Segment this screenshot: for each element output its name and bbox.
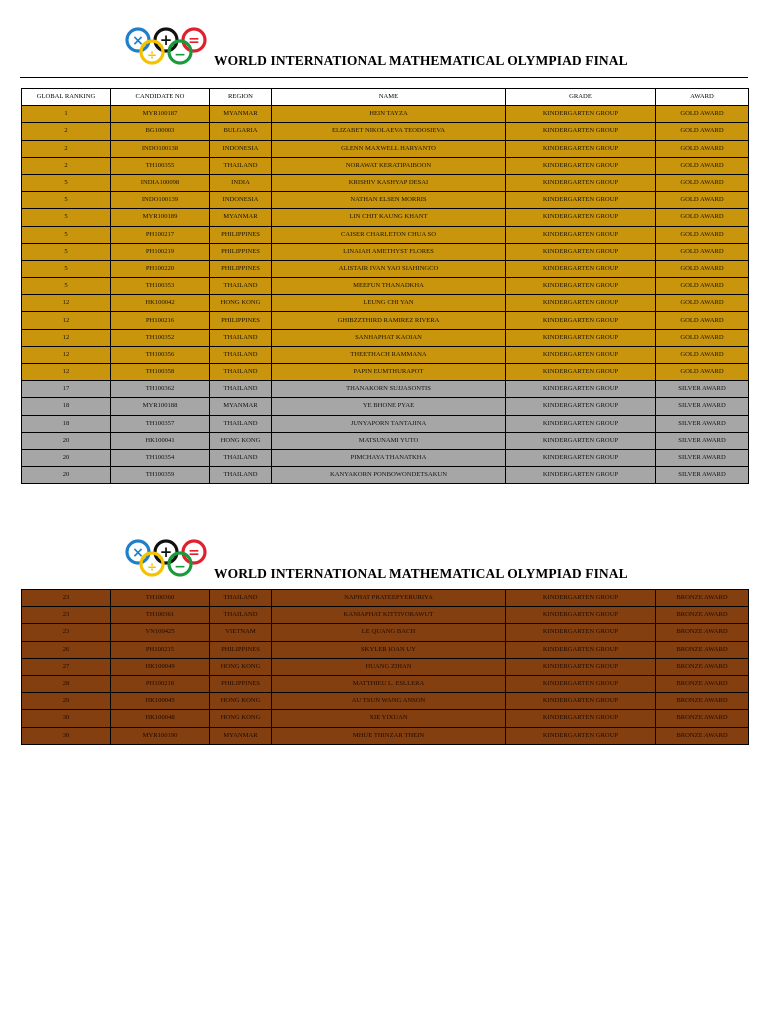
table-row: [22, 710, 749, 727]
cell-award: BRONZE AWARD: [656, 624, 749, 641]
cell-name: MEEFUN THANADKHA: [272, 278, 506, 295]
cell-candidate-no: INDO100139: [111, 192, 210, 209]
cell-candidate-no: TH100354: [111, 449, 210, 466]
cell-global-ranking: 12: [22, 329, 111, 346]
table-row: [22, 641, 749, 658]
cell-award: GOLD AWARD: [656, 226, 749, 243]
cell-candidate-no: HK100045: [111, 693, 210, 710]
cell-name: GLENN MAXWELL HARYANTO: [272, 140, 506, 157]
cell-global-ranking: 5: [22, 192, 111, 209]
header-award: AWARD: [656, 89, 749, 106]
cell-region: THAILAND: [210, 278, 272, 295]
cell-region: THAILAND: [210, 467, 272, 484]
cell-global-ranking: 30: [22, 710, 111, 727]
cell-region: HONG KONG: [210, 710, 272, 727]
cell-award: GOLD AWARD: [656, 295, 749, 312]
cell-global-ranking: 20: [22, 432, 111, 449]
cell-award: GOLD AWARD: [656, 260, 749, 277]
document-title-2: WORLD INTERNATIONAL MATHEMATICAL OLYMPIAD FINAL: [214, 566, 628, 581]
cell-candidate-no: PH100220: [111, 260, 210, 277]
table-row: [22, 278, 749, 295]
cell-award: GOLD AWARD: [656, 140, 749, 157]
minus-symbol-icon: −: [174, 47, 186, 63]
table-row: [22, 449, 749, 466]
cell-grade: KINDERGARTEN GROUP: [506, 192, 656, 209]
cell-region: THAILAND: [210, 329, 272, 346]
plus-symbol-icon: +: [159, 543, 173, 561]
cell-grade: KINDERGARTEN GROUP: [506, 590, 656, 607]
table-row: [22, 658, 749, 675]
olympic-math-rings-logo-1: [124, 26, 210, 66]
cell-name: ALISTAIR IVAN YAO SIAHINGCO: [272, 260, 506, 277]
table-row: [22, 106, 749, 123]
cell-award: SILVER AWARD: [656, 449, 749, 466]
table-row: [22, 243, 749, 260]
cell-name: THANAKORN SUJJASONTIS: [272, 381, 506, 398]
cell-candidate-no: PH100216: [111, 312, 210, 329]
cell-region: BULGARIA: [210, 123, 272, 140]
cell-name: MATTHIEU L. ESLLERA: [272, 675, 506, 692]
cell-candidate-no: TH100361: [111, 607, 210, 624]
cell-candidate-no: TH100362: [111, 381, 210, 398]
cell-candidate-no: PH100215: [111, 641, 210, 658]
cell-global-ranking: 2: [22, 123, 111, 140]
table-row: [22, 192, 749, 209]
cell-grade: KINDERGARTEN GROUP: [506, 641, 656, 658]
cell-global-ranking: 5: [22, 209, 111, 226]
cell-award: GOLD AWARD: [656, 243, 749, 260]
cell-name: SKYLER IOAN UY: [272, 641, 506, 658]
table-row: [22, 174, 749, 191]
table-row: [22, 312, 749, 329]
cell-grade: KINDERGARTEN GROUP: [506, 209, 656, 226]
cell-global-ranking: 27: [22, 658, 111, 675]
cell-grade: KINDERGARTEN GROUP: [506, 295, 656, 312]
cell-candidate-no: MYR100190: [111, 727, 210, 744]
cell-global-ranking: 20: [22, 449, 111, 466]
cell-grade: KINDERGARTEN GROUP: [506, 174, 656, 191]
cell-name: MATSUNAMI YUTO: [272, 432, 506, 449]
cell-name: LE QUANG BACH: [272, 624, 506, 641]
cell-award: BRONZE AWARD: [656, 607, 749, 624]
cell-name: KANIAPHAT KITTIVORAWUT: [272, 607, 506, 624]
cell-name: JUNYAPORN TANTAJINA: [272, 415, 506, 432]
cell-global-ranking: 23: [22, 607, 111, 624]
table-row: [22, 415, 749, 432]
cell-award: GOLD AWARD: [656, 346, 749, 363]
cell-grade: KINDERGARTEN GROUP: [506, 123, 656, 140]
cell-name: NORAWAT KERATIPAIBOON: [272, 157, 506, 174]
cell-global-ranking: 12: [22, 346, 111, 363]
table-header-row: [22, 89, 749, 106]
cell-region: MYANMAR: [210, 398, 272, 415]
table-row: [22, 590, 749, 607]
cell-candidate-no: VN100425: [111, 624, 210, 641]
cell-region: MYANMAR: [210, 106, 272, 123]
cell-candidate-no: BG100003: [111, 123, 210, 140]
cell-global-ranking: 5: [22, 243, 111, 260]
cell-candidate-no: TH100360: [111, 590, 210, 607]
cell-name: NAPHAT PRATEEPYERURIYA: [272, 590, 506, 607]
cell-candidate-no: HK100041: [111, 432, 210, 449]
cell-global-ranking: 5: [22, 226, 111, 243]
cell-award: SILVER AWARD: [656, 398, 749, 415]
cell-grade: KINDERGARTEN GROUP: [506, 346, 656, 363]
cell-grade: KINDERGARTEN GROUP: [506, 467, 656, 484]
cell-name: LEUNG CHI YAN: [272, 295, 506, 312]
cell-global-ranking: 5: [22, 278, 111, 295]
cell-grade: KINDERGARTEN GROUP: [506, 415, 656, 432]
cell-global-ranking: 5: [22, 260, 111, 277]
cell-global-ranking: 23: [22, 590, 111, 607]
cell-candidate-no: INDIA100098: [111, 174, 210, 191]
table-row: [22, 432, 749, 449]
cell-name: HUANG ZIHAN: [272, 658, 506, 675]
cell-global-ranking: 12: [22, 312, 111, 329]
table-row: [22, 209, 749, 226]
cell-region: PHILIPPINES: [210, 312, 272, 329]
cell-region: THAILAND: [210, 364, 272, 381]
cell-award: GOLD AWARD: [656, 106, 749, 123]
cell-award: GOLD AWARD: [656, 278, 749, 295]
cell-candidate-no: TH100352: [111, 329, 210, 346]
cell-grade: KINDERGARTEN GROUP: [506, 727, 656, 744]
cell-region: VIETNAM: [210, 624, 272, 641]
cell-grade: KINDERGARTEN GROUP: [506, 624, 656, 641]
cell-region: PHILIPPINES: [210, 260, 272, 277]
cell-award: BRONZE AWARD: [656, 641, 749, 658]
table-row: [22, 123, 749, 140]
cell-name: KANYAKORN PONBOWONDETSAKUN: [272, 467, 506, 484]
cell-region: PHILIPPINES: [210, 675, 272, 692]
cell-grade: KINDERGARTEN GROUP: [506, 432, 656, 449]
cell-award: BRONZE AWARD: [656, 590, 749, 607]
divide-symbol-icon: ÷: [146, 48, 158, 62]
cell-global-ranking: 29: [22, 693, 111, 710]
cell-candidate-no: MYR100189: [111, 209, 210, 226]
cell-award: GOLD AWARD: [656, 364, 749, 381]
cell-grade: KINDERGARTEN GROUP: [506, 106, 656, 123]
table-row: [22, 727, 749, 744]
cell-region: HONG KONG: [210, 432, 272, 449]
cell-award: GOLD AWARD: [656, 329, 749, 346]
cell-region: THAILAND: [210, 449, 272, 466]
cell-name: LIN CHIT KAUNG KHANT: [272, 209, 506, 226]
cell-name: SANHAPHAT KAOIAN: [272, 329, 506, 346]
cell-region: INDONESIA: [210, 192, 272, 209]
cell-global-ranking: 23: [22, 624, 111, 641]
cell-award: GOLD AWARD: [656, 192, 749, 209]
cell-region: INDIA: [210, 174, 272, 191]
table-row: [22, 381, 749, 398]
cell-candidate-no: TH100358: [111, 364, 210, 381]
cell-name: KRISHIV KASHYAP DESAI: [272, 174, 506, 191]
cell-award: BRONZE AWARD: [656, 693, 749, 710]
cell-name: NATHAN ELSEN MORRIS: [272, 192, 506, 209]
cell-candidate-no: HK100042: [111, 295, 210, 312]
cell-name: PAPIN EUMTHURAPOT: [272, 364, 506, 381]
cell-candidate-no: HK100049: [111, 658, 210, 675]
header-grade: GRADE: [506, 89, 656, 106]
cell-grade: KINDERGARTEN GROUP: [506, 243, 656, 260]
cell-name: LINAIAH AMETHYST FLORES: [272, 243, 506, 260]
cell-name: PIMCHAYA THANATKHA: [272, 449, 506, 466]
cell-grade: KINDERGARTEN GROUP: [506, 157, 656, 174]
cell-region: PHILIPPINES: [210, 243, 272, 260]
table-row: [22, 398, 749, 415]
cell-global-ranking: 1: [22, 106, 111, 123]
header-candidate-no: CANDIDATE NO: [111, 89, 210, 106]
cell-region: THAILAND: [210, 415, 272, 432]
cell-name: MHUE THINZAR THEIN: [272, 727, 506, 744]
results-table-gold-silver: [21, 88, 749, 484]
cell-grade: KINDERGARTEN GROUP: [506, 607, 656, 624]
cell-global-ranking: 12: [22, 364, 111, 381]
cell-candidate-no: MYR100188: [111, 398, 210, 415]
cell-award: GOLD AWARD: [656, 174, 749, 191]
cell-award: SILVER AWARD: [656, 415, 749, 432]
cell-global-ranking: 20: [22, 467, 111, 484]
document-title: WORLD INTERNATIONAL MATHEMATICAL OLYMPIAD FINAL: [214, 53, 628, 68]
cell-grade: KINDERGARTEN GROUP: [506, 710, 656, 727]
cell-candidate-no: PH100218: [111, 675, 210, 692]
cell-candidate-no: TH100355: [111, 157, 210, 174]
cell-region: PHILIPPINES: [210, 641, 272, 658]
cell-award: BRONZE AWARD: [656, 675, 749, 692]
cell-candidate-no: TH100357: [111, 415, 210, 432]
minus-symbol-icon: −: [174, 559, 186, 575]
cell-region: THAILAND: [210, 346, 272, 363]
cell-candidate-no: INDO100138: [111, 140, 210, 157]
cell-grade: KINDERGARTEN GROUP: [506, 675, 656, 692]
cell-global-ranking: 5: [22, 174, 111, 191]
cell-award: SILVER AWARD: [656, 467, 749, 484]
cell-grade: KINDERGARTEN GROUP: [506, 693, 656, 710]
cell-global-ranking: 2: [22, 157, 111, 174]
cell-award: SILVER AWARD: [656, 381, 749, 398]
cell-region: HONG KONG: [210, 295, 272, 312]
cell-grade: KINDERGARTEN GROUP: [506, 364, 656, 381]
cell-region: THAILAND: [210, 381, 272, 398]
cell-candidate-no: PH100217: [111, 226, 210, 243]
cell-region: THAILAND: [210, 157, 272, 174]
table-row: [22, 140, 749, 157]
cell-name: YE BHONE PYAE: [272, 398, 506, 415]
cell-name: CAISER CHARLETON CHUA SO: [272, 226, 506, 243]
cell-name: ELIZABET NIKOLAEVA TEODOSIEVA: [272, 123, 506, 140]
table-row: [22, 607, 749, 624]
olympic-math-rings-logo-2: [124, 538, 210, 578]
cell-name: GHIBZZTHIRD RAMIREZ RIVERA: [272, 312, 506, 329]
header-region: REGION: [210, 89, 272, 106]
cell-region: THAILAND: [210, 607, 272, 624]
cell-region: PHILIPPINES: [210, 226, 272, 243]
header-name: NAME: [272, 89, 506, 106]
header-divider: [20, 77, 748, 78]
cell-candidate-no: HK100048: [111, 710, 210, 727]
equals-symbol-icon: =: [188, 33, 200, 49]
plus-symbol-icon: +: [159, 31, 173, 49]
cell-grade: KINDERGARTEN GROUP: [506, 398, 656, 415]
cell-global-ranking: 26: [22, 641, 111, 658]
divide-symbol-icon: ÷: [146, 560, 158, 574]
cell-candidate-no: TH100359: [111, 467, 210, 484]
cell-award: SILVER AWARD: [656, 432, 749, 449]
cell-global-ranking: 18: [22, 398, 111, 415]
cell-candidate-no: TH100356: [111, 346, 210, 363]
cell-award: BRONZE AWARD: [656, 658, 749, 675]
cell-name: HEIN TAYZA: [272, 106, 506, 123]
table-row: [22, 226, 749, 243]
table-row: [22, 624, 749, 641]
multiply-symbol-icon: ×: [132, 33, 144, 49]
equals-symbol-icon: =: [188, 545, 200, 561]
table-row: [22, 693, 749, 710]
cell-global-ranking: 12: [22, 295, 111, 312]
table-row: [22, 364, 749, 381]
multiply-symbol-icon: ×: [132, 545, 144, 561]
cell-candidate-no: MYR100187: [111, 106, 210, 123]
table-row: [22, 157, 749, 174]
cell-grade: KINDERGARTEN GROUP: [506, 381, 656, 398]
cell-region: HONG KONG: [210, 658, 272, 675]
table-row: [22, 329, 749, 346]
cell-name: AU TSUN WANG ANSON: [272, 693, 506, 710]
cell-grade: KINDERGARTEN GROUP: [506, 278, 656, 295]
cell-region: INDONESIA: [210, 140, 272, 157]
cell-grade: KINDERGARTEN GROUP: [506, 226, 656, 243]
results-table-bronze: [21, 589, 749, 745]
cell-region: MYANMAR: [210, 209, 272, 226]
cell-region: THAILAND: [210, 590, 272, 607]
cell-region: HONG KONG: [210, 693, 272, 710]
table-row: [22, 346, 749, 363]
table-row: [22, 260, 749, 277]
cell-global-ranking: 30: [22, 727, 111, 744]
cell-award: GOLD AWARD: [656, 209, 749, 226]
cell-grade: KINDERGARTEN GROUP: [506, 260, 656, 277]
cell-name: THEETHACH RAMMANA: [272, 346, 506, 363]
cell-global-ranking: 18: [22, 415, 111, 432]
cell-global-ranking: 28: [22, 675, 111, 692]
cell-region: MYANMAR: [210, 727, 272, 744]
cell-award: BRONZE AWARD: [656, 710, 749, 727]
cell-name: XIE YIXUAN: [272, 710, 506, 727]
table-row: [22, 675, 749, 692]
cell-candidate-no: PH100219: [111, 243, 210, 260]
cell-global-ranking: 2: [22, 140, 111, 157]
cell-global-ranking: 17: [22, 381, 111, 398]
cell-grade: KINDERGARTEN GROUP: [506, 658, 656, 675]
cell-grade: KINDERGARTEN GROUP: [506, 140, 656, 157]
cell-award: GOLD AWARD: [656, 157, 749, 174]
cell-award: BRONZE AWARD: [656, 727, 749, 744]
cell-award: GOLD AWARD: [656, 312, 749, 329]
cell-candidate-no: TH100353: [111, 278, 210, 295]
cell-grade: KINDERGARTEN GROUP: [506, 449, 656, 466]
table-row: [22, 295, 749, 312]
cell-award: GOLD AWARD: [656, 123, 749, 140]
cell-grade: KINDERGARTEN GROUP: [506, 312, 656, 329]
table-row: [22, 467, 749, 484]
cell-grade: KINDERGARTEN GROUP: [506, 329, 656, 346]
header-global-ranking: GLOBAL RANKING: [22, 89, 111, 106]
